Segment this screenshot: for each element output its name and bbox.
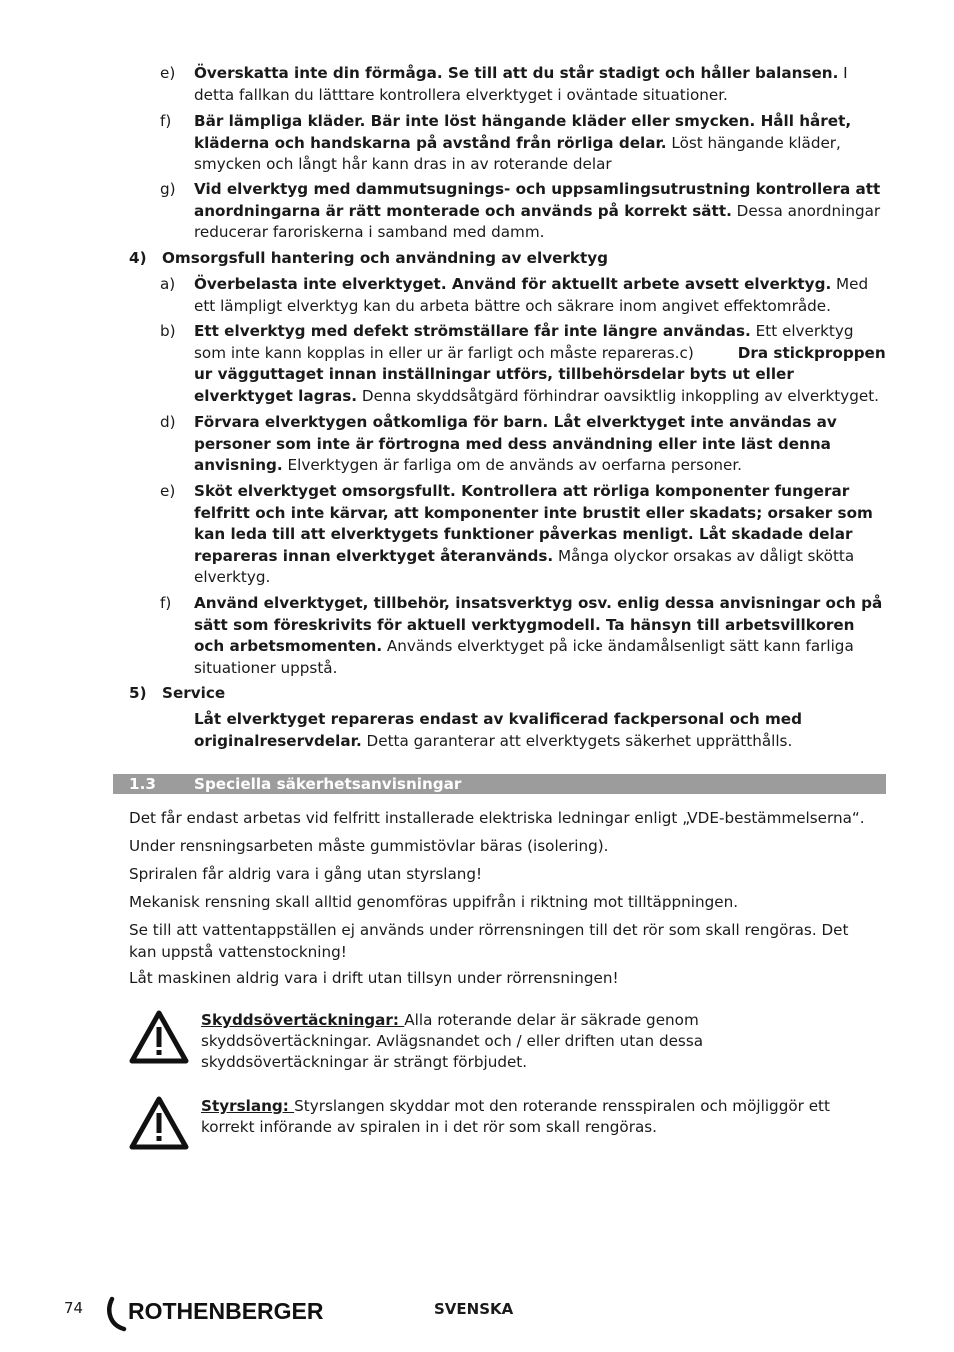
- item-text: Sköt elverktyget omsorgsfullt. Kontrollera att rörliga komponenter fungerar felfritt och inte kärvar, att komponenter inte brustit eller skadats; orsaker som kan leda till att elverktygets funktioner påverkas menligt. Låt skadade delar repareras innan elverktyget återanvänds. Många olyckor orsakas av dåligt skötta elverktyg.: [194, 482, 873, 586]
- language-label: SVENSKA: [434, 1300, 514, 1318]
- item-text: Överskatta inte din förmåga. Se till att du står stadigt och håller balansen. I detta fallkan du lätttare kontrollera elverktyget i oväntade situationer.: [194, 64, 848, 104]
- item-label: e): [160, 482, 176, 500]
- warning-triangle-icon: [129, 1096, 189, 1150]
- paragraph: Under rensningsarbeten måste gummistövlar bäras (isolering).: [129, 837, 609, 855]
- section-heading: 4) Omsorgsfull hantering och användning av elverktyg: [129, 249, 609, 267]
- section-heading: 5) Service: [129, 684, 226, 702]
- page-number: 74: [64, 1299, 84, 1317]
- item-text: Använd elverktyget, tillbehör, insatsverktyg osv. enlig dessa anvisningar och på sätt som föreskrivits för aktuell verktygmodell. Ta hänsyn till arbetsvillkoren och arbetsmomenten. Används elverktyget på icke ändamålsenligt sätt kann farliga situationer uppstå.: [194, 594, 883, 677]
- warning-triangle-icon: [129, 1010, 189, 1064]
- brand-text: ROTHENBERGER: [128, 1298, 324, 1324]
- item-label: a): [160, 275, 176, 293]
- item-label: g): [160, 180, 176, 198]
- item-text: Förvara elverktygen oåtkomliga för barn. Låt elverktyget inte användas av personer som inte är förtrogna med dess användning eller inte läst denna anvisning. Elverktygen är farliga om de används av oerfarna personer.: [194, 413, 837, 474]
- item-text: Överbelasta inte elverktyget. Använd för aktuellt arbete avsett elverktyg. Med ett lämpligt elverktyg kan du arbeta bättre och säkrare inom angivet effektområde.: [194, 275, 869, 315]
- item-label: e): [160, 64, 176, 82]
- service-text: Låt elverktyget repareras endast av kvalificerad fackpersonal och med originalreservdelar. Detta garanterar att elverktygets säkerhet upprätthålls.: [194, 710, 802, 750]
- warning-text: Skyddsövertäckningar: Alla roterande delar är säkrade genom skyddsövertäckningar. Avlägsnandet och / eller driften utan dessa skyddsövertäckningar är strängt förbjudet.: [201, 1011, 704, 1071]
- item-label: b): [160, 322, 176, 340]
- section-number: 1.3: [129, 775, 156, 793]
- section-bar: [113, 774, 886, 794]
- item-text: Ett elverktyg med defekt strömställare får inte längre användas. Ett elverktyg som inte kann kopplas in eller ur är farligt och måste repareras.c) Dra stickproppen ur vägguttaget innan inställningar utförs, tillbehörsdelar byts ut eller elverktyget lagras. Denna skyddsåtgärd förhindrar oavsiktlig inkoppling av elverktyget.: [194, 322, 886, 405]
- paragraph: Låt maskinen aldrig vara i drift utan tillsyn under rörrensningen!: [129, 969, 619, 987]
- paragraph: Spriralen får aldrig vara i gång utan styrslang!: [129, 865, 483, 883]
- item-label: d): [160, 413, 176, 431]
- rothenberger-logo: [106, 1293, 351, 1333]
- paragraph: Mekanisk rensning skall alltid genomföras uppifrån i riktning mot tilltäppningen.: [129, 893, 739, 911]
- warning-text: Styrslang: Styrslangen skyddar mot den roterande rensspiralen och möjliggör ett korrekt införande av spiralen in i det rör som skall rengöras.: [201, 1097, 830, 1136]
- item-label: f): [160, 112, 172, 130]
- item-label: f): [160, 594, 172, 612]
- item-text: Bär lämpliga kläder. Bär inte löst hängande kläder eller smycken. Håll håret, kläderna och handskarna på avstånd från rörliga delar. Löst hängande kläder, smycken och långt hår kann dras in av roterande delar: [194, 112, 852, 173]
- section-title: Speciella säkerhetsanvisningar: [194, 775, 462, 793]
- item-text: Vid elverktyg med dammutsugnings- och uppsamlingsutrustning kontrollera att anordningarna är rätt monterade och används på korrekt sätt. Dessa anordningar reducerar faroriskerna i samband med damm.: [194, 180, 881, 241]
- paragraph: Det får endast arbetas vid felfritt installerade elektriska ledningar enligt „VDE-bestämmelserna“.: [129, 809, 865, 827]
- paragraph: Se till att vattentappställen ej används under rörrensningen till det rör som skall rengöras. Det kan uppstå vattenstockning!: [129, 921, 849, 961]
